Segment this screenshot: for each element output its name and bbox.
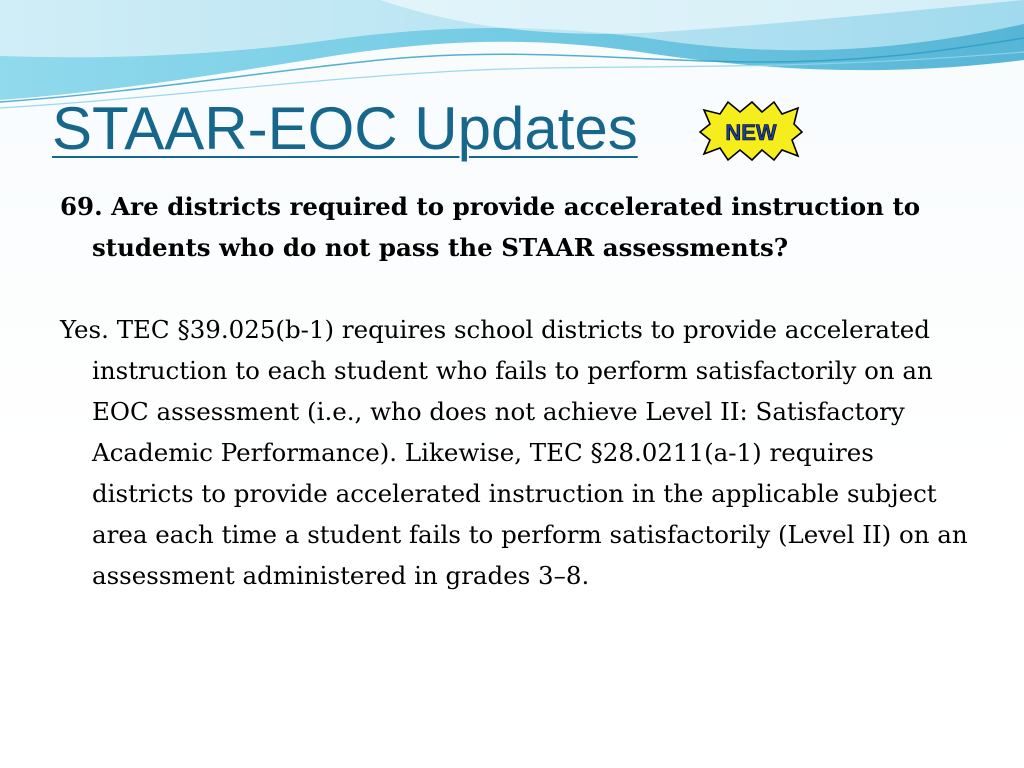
- new-badge-label: NEW: [725, 120, 777, 145]
- faq-question: 69. Are districts required to provide accelerated instruction to students who do not pass the STAAR assessments?: [60, 192, 921, 262]
- faq-answer: Yes. TEC §39.025(b-1) requires school districts to provide accelerated instruction to each student who fails to perform satisfactorily on an EOC assessment (i.e., who does not achieve Level II: Satisfactory Academic Performance). Likewise, TEC §28.0211(a-1) requires districts to provide accelerated instruction in the applicable subject area each time a student fails to perform satisfactorily (Level II) on an assessment administered in grades 3–8.: [60, 315, 968, 590]
- slide-title: STAAR-EOC Updates: [52, 95, 638, 162]
- slide-body: [60, 186, 980, 596]
- new-starburst-icon: [698, 100, 804, 162]
